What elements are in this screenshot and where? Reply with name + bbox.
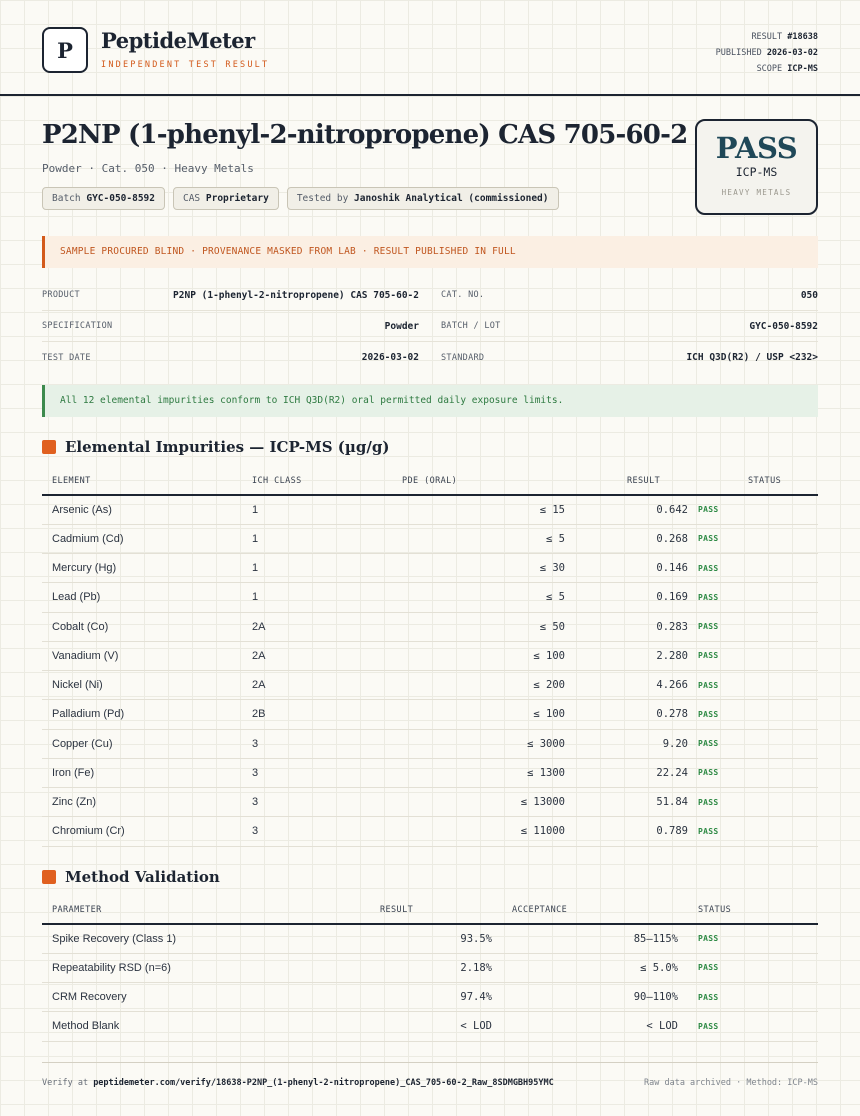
table-header: [42, 467, 818, 495]
table-row: [42, 583, 818, 612]
table-row: [42, 671, 818, 700]
element-cell: Zinc (Zn): [42, 788, 242, 817]
status-cell: PASS: [678, 924, 818, 953]
element-cell: Vanadium (V): [42, 641, 242, 670]
published-date: PUBLISHED 2026-03-02: [715, 48, 818, 58]
ich-class-cell: 2A: [242, 612, 347, 641]
result-cell: 51.84: [565, 788, 688, 817]
info-grid: [42, 280, 818, 373]
status-cell: PASS: [688, 495, 818, 524]
result-cell: 9.20: [565, 729, 688, 758]
ich-class-cell: 3: [242, 788, 347, 817]
impurities-title: Elemental Impurities — ICP-MS (µg/g): [65, 438, 390, 456]
status-cell: PASS: [688, 817, 818, 846]
result-cell: 0.642: [565, 495, 688, 524]
table-row: [42, 495, 818, 524]
info-test-date: TEST DATE 2026-03-02: [42, 352, 419, 363]
element-cell: Lead (Pb): [42, 583, 242, 612]
logo-letter: P: [57, 37, 73, 63]
ich-class-cell: 2A: [242, 641, 347, 670]
ich-class-cell: 3: [242, 817, 347, 846]
stamp-verdict: PASS: [715, 131, 798, 165]
status-cell: PASS: [688, 641, 818, 670]
status-cell: PASS: [688, 729, 818, 758]
table-row: [42, 700, 818, 729]
pde-cell: ≤ 11000: [347, 817, 565, 846]
col-acceptance: ACCEPTANCE: [492, 896, 678, 924]
validation-table: [42, 896, 818, 1042]
status-cell: PASS: [688, 758, 818, 787]
section-marker: [42, 870, 56, 884]
info-row: [42, 311, 818, 342]
col-result: RESULT: [342, 896, 492, 924]
status-cell: PASS: [678, 953, 818, 982]
result-cell: 93.5%: [342, 924, 492, 953]
stamp-scope: HEAVY METALS: [721, 188, 792, 197]
result-cell: 0.146: [565, 554, 688, 583]
element-cell: Iron (Fe): [42, 758, 242, 787]
stamp-method: ICP-MS: [735, 165, 778, 179]
brand-tagline: INDEPENDENT TEST RESULT: [101, 60, 270, 70]
section-marker: [42, 440, 56, 454]
col-element: ELEMENT: [42, 467, 242, 495]
ich-class-cell: 3: [242, 729, 347, 758]
ich-class-cell: 1: [242, 524, 347, 553]
table-header: [42, 896, 818, 924]
status-cell: PASS: [688, 671, 818, 700]
result-cell: 0.268: [565, 524, 688, 553]
element-cell: Chromium (Cr): [42, 817, 242, 846]
table-row: [42, 924, 818, 953]
col-status: STATUS: [688, 467, 818, 495]
element-cell: Nickel (Ni): [42, 671, 242, 700]
result-cell: 2.280: [565, 641, 688, 670]
status-cell: PASS: [688, 524, 818, 553]
verify-link[interactable]: Verify at peptidemeter.com/verify/18638-P2NP_(1-phenyl-2-nitropropene)_CAS_705-60-2_Raw_8SDMGBH95YMC: [42, 1078, 554, 1088]
col-parameter: PARAMETER: [42, 896, 342, 924]
status-cell: PASS: [688, 554, 818, 583]
table-row: [42, 983, 818, 1012]
table-row: [42, 1012, 818, 1041]
impurities-heading: [42, 438, 389, 456]
col-ich-class: ICH CLASS: [242, 467, 347, 495]
result-meta: [716, 29, 818, 77]
table-row: [42, 817, 818, 846]
scope: SCOPE ICP-MS: [756, 64, 818, 74]
pde-cell: ≤ 13000: [347, 788, 565, 817]
acceptance-cell: < LOD: [492, 1012, 678, 1041]
result-cell: 0.169: [565, 583, 688, 612]
result-cell: 2.18%: [342, 953, 492, 982]
col-status: STATUS: [678, 896, 818, 924]
page-subtitle: Powder · Cat. 050 · Heavy Metals: [42, 162, 254, 175]
info-product: PRODUCT P2NP (1-phenyl-2-nitropropene) CAS 705-60-2: [42, 289, 419, 301]
result-cell: 4.266: [565, 671, 688, 700]
element-cell: Cadmium (Cd): [42, 524, 242, 553]
ich-class-cell: 1: [242, 495, 347, 524]
pde-cell: ≤ 50: [347, 612, 565, 641]
impurities-table: [42, 467, 818, 847]
element-cell: Copper (Cu): [42, 729, 242, 758]
ich-class-cell: 2A: [242, 671, 347, 700]
col-result: RESULT: [565, 467, 688, 495]
pass-stamp: [695, 119, 818, 215]
pde-cell: ≤ 100: [347, 641, 565, 670]
status-cell: PASS: [678, 983, 818, 1012]
table-row: [42, 953, 818, 982]
status-cell: PASS: [688, 612, 818, 641]
acceptance-cell: ≤ 5.0%: [492, 953, 678, 982]
ich-class-cell: 3: [242, 758, 347, 787]
pde-cell: ≤ 5: [347, 583, 565, 612]
parameter-cell: Spike Recovery (Class 1): [42, 924, 342, 953]
pde-cell: ≤ 5: [347, 524, 565, 553]
table-row: [42, 788, 818, 817]
parameter-cell: Method Blank: [42, 1012, 342, 1041]
pde-cell: ≤ 200: [347, 671, 565, 700]
logo: [42, 27, 88, 73]
procurement-banner: SAMPLE PROCURED BLIND · PROVENANCE MASKED FROM LAB · RESULT PUBLISHED IN FULL: [42, 236, 818, 268]
chip-row: [42, 187, 559, 210]
element-cell: Arsenic (As): [42, 495, 242, 524]
result-cell: 0.283: [565, 612, 688, 641]
acceptance-cell: 90–110%: [492, 983, 678, 1012]
validation-heading: [42, 868, 220, 886]
pde-cell: ≤ 30: [347, 554, 565, 583]
info-batch: BATCH / LOT GYC-050-8592: [441, 320, 818, 332]
status-cell: PASS: [688, 583, 818, 612]
table-row: [42, 641, 818, 670]
status-cell: PASS: [678, 1012, 818, 1041]
tested-by-chip: Tested by Janoshik Analytical (commissioned): [287, 187, 559, 210]
result-cell: 0.789: [565, 817, 688, 846]
conformance-banner: All 12 elemental impurities conform to ICH Q3D(R2) oral permitted daily exposure limits.: [42, 385, 818, 417]
validation-title: Method Validation: [65, 868, 220, 886]
info-specification: SPECIFICATION Powder: [42, 320, 419, 332]
parameter-cell: Repeatability RSD (n=6): [42, 953, 342, 982]
acceptance-cell: 85–115%: [492, 924, 678, 953]
footer-divider: [42, 1062, 818, 1063]
result-id: RESULT #18638: [751, 32, 818, 42]
header: [0, 0, 860, 96]
element-cell: Cobalt (Co): [42, 612, 242, 641]
result-cell: 22.24: [565, 758, 688, 787]
ich-class-cell: 1: [242, 554, 347, 583]
result-cell: 0.278: [565, 700, 688, 729]
page-title: P2NP (1-phenyl-2-nitropropene) CAS 705-60-2: [42, 120, 688, 150]
col-pde: PDE (ORAL): [347, 467, 565, 495]
archive-note: Raw data archived · Method: ICP-MS: [644, 1078, 818, 1088]
element-cell: Palladium (Pd): [42, 700, 242, 729]
ich-class-cell: 2B: [242, 700, 347, 729]
table-row: [42, 758, 818, 787]
info-row: [42, 342, 818, 373]
ich-class-cell: 1: [242, 583, 347, 612]
table-row: [42, 729, 818, 758]
element-cell: Mercury (Hg): [42, 554, 242, 583]
info-cat-no: CAT. NO. 050: [441, 289, 818, 301]
batch-chip: Batch GYC-050-8592: [42, 187, 165, 210]
table-row: [42, 524, 818, 553]
pde-cell: ≤ 100: [347, 700, 565, 729]
status-cell: PASS: [688, 788, 818, 817]
cas-chip: CAS Proprietary: [173, 187, 279, 210]
pde-cell: ≤ 3000: [347, 729, 565, 758]
pde-cell: ≤ 15: [347, 495, 565, 524]
table-row: [42, 612, 818, 641]
verify-url[interactable]: peptidemeter.com/verify/18638-P2NP_(1-phenyl-2-nitropropene)_CAS_705-60-2_Raw_8SDMGBH95YMC: [93, 1078, 554, 1088]
pde-cell: ≤ 1300: [347, 758, 565, 787]
info-standard: STANDARD ICH Q3D(R2) / USP <232>: [441, 352, 818, 363]
parameter-cell: CRM Recovery: [42, 983, 342, 1012]
table-row: [42, 554, 818, 583]
result-cell: < LOD: [342, 1012, 492, 1041]
result-cell: 97.4%: [342, 983, 492, 1012]
status-cell: PASS: [688, 700, 818, 729]
info-row: [42, 280, 818, 311]
brand-name: PeptideMeter: [101, 28, 255, 53]
